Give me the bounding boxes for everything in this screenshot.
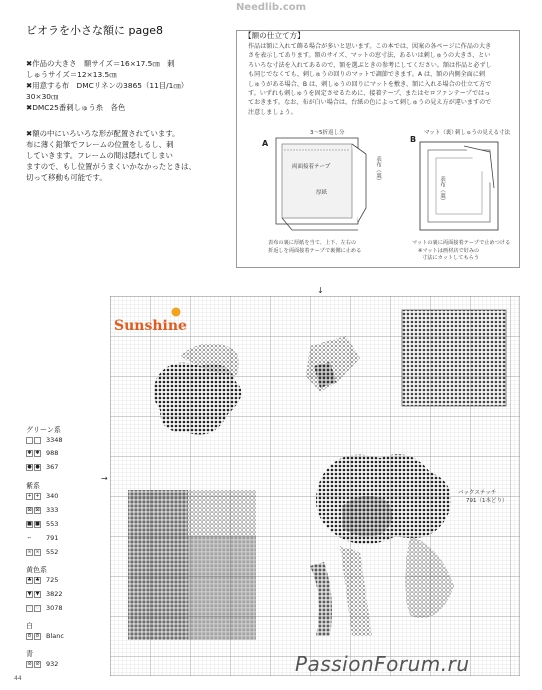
legend-item: [26, 603, 63, 613]
swatch-heart: ♡: [27, 604, 32, 611]
diagram-b-caption-line: ※マットは画材店で好みの: [418, 247, 480, 254]
swatch-boxed-x: ⊠: [35, 506, 40, 513]
swatch-slashed-circle: ⊘: [35, 660, 40, 667]
legend-item: [26, 533, 58, 543]
legend-group-green: グリーン系: [26, 426, 61, 434]
legend-group-white: 白: [26, 622, 33, 630]
thread-code: Blanc: [46, 632, 64, 640]
page-number: 44: [14, 675, 22, 682]
diagram-a-back-label: 表布（裏）: [375, 156, 381, 184]
thread-code: 988: [46, 449, 59, 457]
legend-item: [26, 519, 58, 529]
swatch-empty: [26, 437, 33, 444]
frame-title: 【額の仕立て方】: [244, 31, 305, 40]
swatch-asterisk: ✱: [27, 449, 32, 456]
swatch-infinity: ∞: [35, 548, 40, 555]
frame-text-line: も同じでなくても、刺しゅうの回りのマットで調節できます。A は、額の内側全面に刺: [248, 71, 485, 79]
note: [26, 128, 216, 183]
diagram-b: [412, 132, 508, 242]
note-line: していきます。フレームの間は隠れてしまい: [26, 151, 173, 160]
swatch-empty: [34, 437, 41, 444]
thread-code: 791: [46, 534, 59, 542]
spec-line: ✖DMC25番刺しゅう糸 各色: [26, 103, 126, 112]
spec-line: ✖作品の大きさ 額サイズ＝16×17.5㎝ 刺: [26, 59, 175, 68]
frame-text-line: ろいろな寸法を入れてあるので、額を選ぶときの参考にしてください。額は作品と必ずし: [248, 61, 492, 69]
swatch-plus: +: [35, 492, 40, 499]
specs: [26, 58, 226, 113]
diagram-a-letter: A: [262, 139, 269, 148]
swatch-heart: ♡: [35, 604, 40, 611]
legend-group-purple: 紫系: [26, 482, 40, 490]
frame-text-line: 注意しましょう。: [248, 108, 297, 116]
chart-center-arrow-top: ↓: [317, 286, 324, 295]
swatch-infinity: ∞: [27, 548, 32, 555]
thread-code: 553: [46, 520, 59, 528]
spec-line: 30×30㎝: [26, 92, 59, 101]
thread-code: 3078: [46, 604, 63, 612]
diagram-b-window-label: 刺しゅうの見える寸法: [455, 130, 511, 136]
chart-center-arrow-left: →: [101, 474, 108, 483]
thread-code: 367: [46, 463, 59, 471]
swatch-boxed-x: ⊠: [27, 506, 32, 513]
swatch-triangle: ▼: [27, 590, 32, 597]
diagram-a-caption-line: 折返しを両面接着テープで裏側に止める: [268, 247, 362, 254]
legend-item: [26, 435, 63, 445]
thread-code: 932: [46, 660, 59, 668]
thread-code: 3348: [46, 436, 63, 444]
spec-line: ✖用意する布 DMCリネンの3865（11目/1㎝）: [26, 81, 189, 90]
diagram-a-caption-line: 表布の裏に厚紙を当て、上下、左右の: [268, 240, 357, 246]
swatch-asterisk: ✱: [35, 449, 40, 456]
frame-text-line: ておきます。なお、布が白い場合は、台紙の色によって刺しゅうの見え方が違いますので: [248, 99, 492, 107]
legend-item: [26, 659, 58, 669]
cross-stitch-chart: [110, 296, 520, 676]
swatch-slashed-circle: ⊘: [27, 660, 32, 667]
legend-item: [26, 448, 58, 458]
swatch-backstitch-line: ⌐: [27, 534, 32, 541]
swatch-backstitch-line: [34, 535, 41, 542]
swatch-plus: +: [27, 492, 32, 499]
sunshine-logo: Sunshine: [114, 318, 187, 334]
diagram-a-tape-label: 両面接着テープ: [292, 164, 331, 170]
note-line: ますので、もし位置がうまくいかなかったときは、: [26, 162, 196, 171]
swatch-square: ■: [35, 520, 40, 527]
diagram-b-letter: B: [410, 135, 417, 144]
footer-watermark: PassionForum.ru: [295, 652, 470, 676]
diagram-b-mat-label: マット（裏）: [424, 130, 457, 136]
legend-group-blue: 青: [26, 650, 33, 658]
note-line: 布に薄く鉛筆でフレームの位置をしるし、刺: [26, 140, 174, 149]
legend-item: [26, 589, 63, 599]
page-title: ビオラを小さな額に page8: [26, 24, 163, 37]
legend-item: [26, 575, 58, 585]
diagram-a-caption: [268, 240, 361, 255]
swatch-triangle: ▼: [35, 590, 40, 597]
swatch-square: ■: [27, 520, 32, 527]
swatch-club: ♣: [27, 576, 32, 583]
diagram-a-board-label: 厚紙: [316, 190, 328, 196]
frame-text-line: しゅうがある場合、B は、刺しゅうの回りにマットを敷き、額に入れる場合の仕立て方で: [248, 80, 492, 88]
thread-code: 340: [46, 492, 59, 500]
diagram-b-caption-line: マットの裏に両面接着テープで止めつける: [412, 240, 511, 246]
backstitch-label: バックステッチ: [458, 490, 497, 496]
swatch-club: ♣: [35, 576, 40, 583]
diagram-b-back-label: 表布（裏）: [439, 176, 445, 204]
thread-code: 725: [46, 576, 59, 584]
diagram-b-caption: [412, 240, 510, 263]
sun-icon: [170, 306, 182, 318]
swatch-eight: 8: [27, 632, 32, 639]
thread-code: 552: [46, 548, 59, 556]
swatch-dot: ●: [27, 463, 32, 470]
thread-code: 333: [46, 506, 59, 514]
frame-text: [248, 42, 514, 117]
frame-text-line: 作品は額に入れて飾る場合が多いと思います。この本では、図案の各ページに作品の大き: [248, 43, 492, 50]
note-line: ✖額の中にいろいろな形が配置されています。: [26, 129, 180, 138]
legend-item: [26, 547, 58, 557]
diagram-a-fold-label: 3～5折返し分: [310, 130, 345, 136]
diagram-a: [262, 130, 382, 240]
legend-item: [26, 631, 64, 641]
swatch-dot: ●: [35, 463, 40, 470]
legend-group-yellow: 黄色系: [26, 566, 47, 574]
legend-item: [26, 491, 58, 501]
thread-code: 3822: [46, 590, 63, 598]
legend-item: [26, 505, 58, 515]
frame-text-line: さを表示してあります。額のサイズ、マットの窓寸法、あるいは刺しゅうの大きさ、とい: [248, 52, 491, 60]
frame-text-line: す。いずれも刺しゅうを固定させるために、接着テープ、またはセロファンテープではっ: [248, 90, 491, 98]
swatch-eight: 8: [35, 632, 40, 639]
diagram-b-caption-line: 寸法にカットしてもらう: [422, 255, 480, 261]
watermark-top: Needlib.com: [235, 2, 307, 13]
note-line: 切って移動も可能です。: [26, 173, 107, 182]
backstitch-code: 791（1本どり）: [466, 498, 508, 504]
spec-line: しゅうサイズ＝12×13.5㎝: [26, 70, 117, 79]
legend-item: [26, 462, 58, 472]
